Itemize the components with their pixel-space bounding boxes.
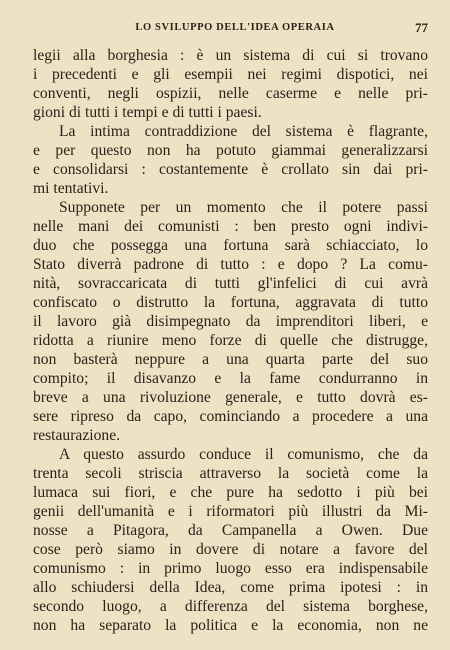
text-line: conventi, negli ospizii, nelle caserme e nelle pri-	[33, 85, 428, 102]
text-line: La intima contraddizione del sistema è flagrante,	[59, 123, 428, 140]
text-line: breve a una rivoluzione generale, e tutto dovrà es-	[33, 389, 428, 406]
text-line: confiscato o distrutto la fortuna, aggravata di tutto	[33, 294, 428, 311]
text-line: compito; il disavanzo e la fame condurranno in	[33, 370, 428, 387]
text-line: A questo assurdo conduce il comunismo, che da	[59, 446, 428, 463]
text-line: lumaca sui fiori, e che pure ha sedotto i più bei	[33, 484, 428, 501]
text-line: il lavoro già disimpegnato da imprenditori liberi, e	[33, 313, 428, 330]
text-line: non ha separato la politica e la economia, non ne	[33, 617, 428, 634]
running-header	[32, 20, 428, 36]
running-title: LO SVILUPPO DELL'IDEA OPERAIA	[135, 22, 335, 33]
text-line: allo schiudersi della Idea, come prima ipotesi : in	[33, 579, 428, 596]
text-line: nosse a Pitagora, da Campanella a Owen. Due	[33, 522, 428, 539]
text-line: genii dell'umanità e i riformatori più illustri da Mi-	[33, 503, 428, 520]
text-line: Stato diverrà padrone di tutto : e dopo ? La comu-	[33, 256, 428, 273]
page-number: 77	[415, 20, 428, 35]
text-line: nità, sovraccaricata di tutti gl'infelici di cui avrà	[33, 275, 428, 292]
text-line: ridotta a riunire meno forze di quelle che distrugge,	[33, 332, 428, 349]
text-line: restaurazione.	[33, 427, 121, 444]
text-line: e per questo non ha potuto giammai generalizzarsi	[33, 142, 428, 159]
text-line: trenta secoli striscia attraverso la società come la	[33, 465, 428, 482]
text-line: mi tentativi.	[33, 180, 109, 197]
text-line: gioni di tutti i tempi e di tutti i paesi.	[33, 104, 262, 121]
text-line: duo che possegga una fortuna sarà schiacciato, lo	[33, 237, 428, 254]
text-line: nelle mani dei comunisti : ben presto ogni indivi-	[33, 218, 428, 235]
text-line: non basterà neppure a una quarta parte del suo	[33, 351, 428, 368]
text-line: Supponete per un momento che il potere passi	[59, 199, 428, 216]
text-line: legii alla borghesia : è un sistema di cui si trovano	[33, 47, 428, 64]
text-line: e consolidarsi : costantemente è crollato sin dai pri-	[33, 161, 428, 178]
text-line: secondo luogo, a differenza del sistema borghese,	[33, 598, 428, 615]
text-line: i precedenti e gli esempii nei regimi dispotici, nei	[33, 66, 428, 83]
text-line: sere ripreso da capo, cominciando a procedere a una	[33, 408, 428, 425]
text-line: cose però siamo in dovere di notare a favore del	[33, 541, 428, 558]
text-line: comunismo : in primo luogo esso era indispensabile	[33, 560, 428, 577]
